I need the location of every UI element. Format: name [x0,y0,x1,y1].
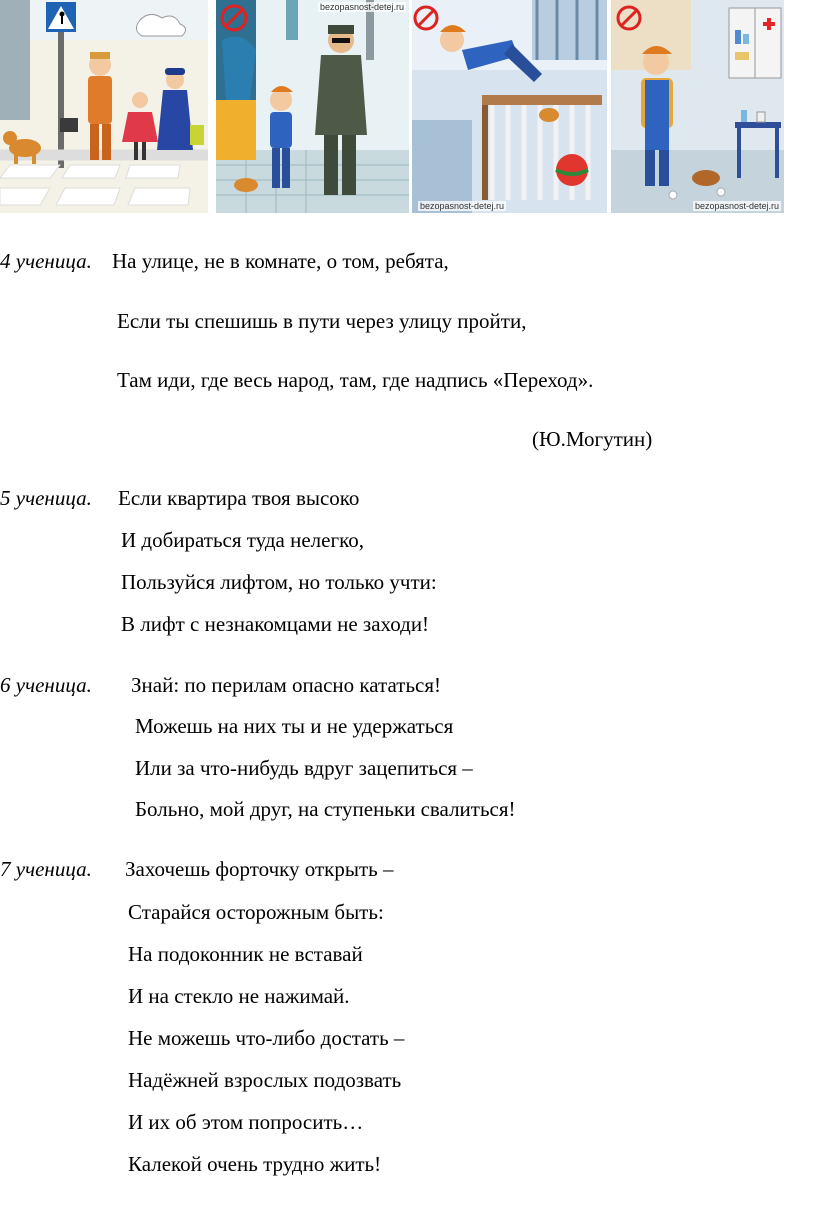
verse-line: Старайся осторожным быть: [128,900,384,924]
railing-illustration [412,0,607,213]
verse-line: Знай: по перилам опасно кататься! [131,673,441,697]
verse-line: Там иди, где весь народ, там, где надпись «Переход». [117,368,594,392]
illustration-strip [0,0,816,216]
verse-line: Можешь на них ты и не удержаться [135,714,454,738]
watermark: bezopasnost-detej.ru [319,2,404,12]
medicine-illustration [611,0,784,213]
verse-line: Захочешь форточку открыть – [125,857,394,881]
elevator-stranger-illustration [216,0,409,213]
crosswalk-illustration [0,0,208,213]
watermark: bezopasnost-detej.ru [694,201,779,211]
watermark: bezopasnost-detej.ru [420,201,505,211]
verse-line: Или за что-нибудь вдруг зацепиться – [135,756,473,780]
speaker-label: 6 ученица. [0,673,92,697]
verse-line: На улице, не в комнате, о том, ребята, [112,249,449,273]
verse-line: Если квартира твоя высоко [118,486,360,510]
verse-line: Калекой очень трудно жить! [128,1152,382,1176]
verse-line: Если ты спешишь в пути через улицу пройти, [117,309,527,333]
verse-line: Не можешь что-либо достать – [128,1026,405,1050]
verse-line: В лифт с незнакомцами не заходи! [121,612,430,636]
verse-line: На подоконник не вставай [128,942,363,966]
author-credit: (Ю.Могутин) [532,427,653,451]
verse-line: Надёжней взрослых подозвать [128,1068,402,1092]
speaker-label: 5 ученица. [0,486,92,510]
verse-line: Больно, мой друг, на ступеньки свалиться! [135,797,516,821]
speaker-label: 4 ученица. [0,249,92,273]
verse-line: Пользуйся лифтом, но только учти: [121,570,437,594]
verse-line: И их об этом попросить… [128,1110,364,1134]
verse-line: И добираться туда нелегко, [121,528,364,552]
verse-line: И на стекло не нажимай. [128,984,350,1008]
speaker-label: 7 ученица. [0,857,92,881]
